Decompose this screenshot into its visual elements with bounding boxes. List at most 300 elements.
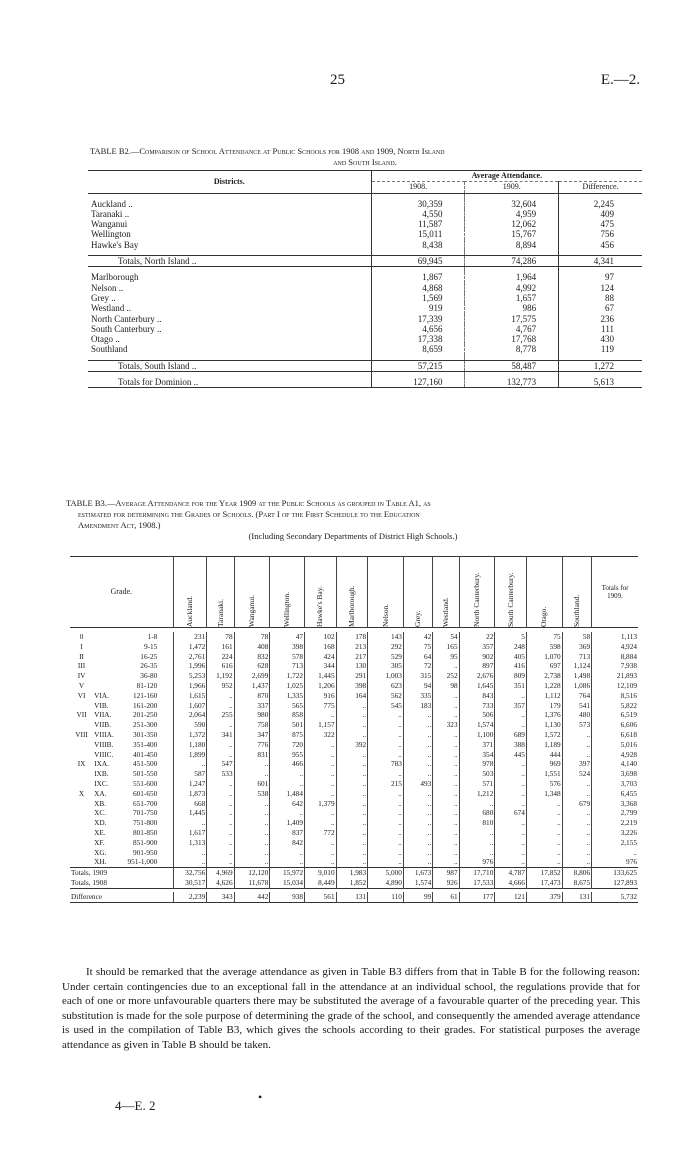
district-value: 213 xyxy=(336,642,368,652)
value-1909: 32,604 xyxy=(465,199,559,209)
district-value: .. xyxy=(368,828,404,838)
district-row xyxy=(88,272,642,282)
summary-value: 17,533 xyxy=(459,878,495,888)
district-value: .. xyxy=(234,848,270,858)
district-value: .. xyxy=(207,799,234,809)
district-value: 1,617 xyxy=(173,828,207,838)
subgrade-label: VIA. xyxy=(94,690,109,700)
grade-label xyxy=(70,818,93,828)
value-1909: 17,575 xyxy=(465,314,559,324)
district-value: 547 xyxy=(207,759,234,769)
attendance-range: 16-25 xyxy=(140,651,158,661)
grade-row xyxy=(70,789,638,799)
subgrade-label: XC. xyxy=(94,808,107,818)
subgrade-label xyxy=(93,661,114,671)
col-district-label: Marlborough. xyxy=(346,585,356,627)
district-value: 371 xyxy=(459,740,495,750)
district-value: 1,996 xyxy=(173,661,207,671)
col-districts: Districts. xyxy=(213,176,245,186)
district-value: 42 xyxy=(403,632,432,642)
range-spacer xyxy=(158,759,173,769)
summary-value: 4,969 xyxy=(207,868,234,878)
district-value: .. xyxy=(207,828,234,838)
district-value: 405 xyxy=(495,652,527,662)
district-value: .. xyxy=(173,857,207,867)
district-row xyxy=(88,240,642,250)
district-value: 2,761 xyxy=(173,652,207,662)
value-1909: 58,487 xyxy=(465,360,559,371)
attendance-range: 651-700 xyxy=(133,798,158,808)
district-value: 571 xyxy=(459,779,495,789)
subgrade-label: XA. xyxy=(94,788,107,798)
subgrade-label: VIIIB. xyxy=(94,739,114,749)
grade-label: IX xyxy=(77,759,86,769)
district-value: .. xyxy=(336,769,368,779)
district-value: 1,379 xyxy=(305,799,337,809)
district-value: .. xyxy=(207,789,234,799)
district-value: 398 xyxy=(336,681,368,691)
district-value: .. xyxy=(234,838,270,848)
district-value: .. xyxy=(433,661,459,671)
value-1909: 4,767 xyxy=(465,324,559,334)
summary-value: 561 xyxy=(305,892,337,902)
district-value: 1,551 xyxy=(526,769,562,779)
attendance-range: 201-250 xyxy=(133,710,158,720)
value-1908: 30,359 xyxy=(371,199,465,209)
summary-value: 131 xyxy=(336,892,368,902)
summary-value: 8,449 xyxy=(305,878,337,888)
col-1909: 1909. xyxy=(465,182,559,193)
summary-value: 379 xyxy=(526,892,562,902)
district-value: .. xyxy=(234,818,270,828)
district-value: 95 xyxy=(433,652,459,662)
col-average-attendance: Average Attendance. xyxy=(371,171,642,182)
district-value: 587 xyxy=(173,769,207,779)
district-value: 720 xyxy=(270,740,305,750)
district-value: .. xyxy=(433,710,459,720)
row-total: 3,703 xyxy=(592,779,638,789)
value-1908: 8,438 xyxy=(371,240,465,250)
district-value: 168 xyxy=(305,642,337,652)
col-district-header xyxy=(305,557,337,628)
value-1909: 17,768 xyxy=(465,334,559,344)
row-total: 1,113 xyxy=(592,632,638,642)
row-total: 976 xyxy=(592,857,638,867)
row-total: 6,455 xyxy=(592,789,638,799)
district-value: .. xyxy=(207,720,234,730)
district-value: 369 xyxy=(562,642,591,652)
district-value: .. xyxy=(495,769,527,779)
attendance-range: 26-35 xyxy=(140,661,158,671)
grade-label xyxy=(70,720,93,730)
grade-row xyxy=(70,759,638,769)
col-district-label: Westland. xyxy=(441,597,451,627)
summary-value: 938 xyxy=(270,892,305,902)
summary-value: 17,473 xyxy=(526,878,562,888)
district-value: 2,738 xyxy=(526,671,562,681)
district-value: .. xyxy=(495,759,527,769)
district-value: 858 xyxy=(270,710,305,720)
district-value: 758 xyxy=(234,720,270,730)
table-b3-caption-line4: (Including Secondary Departments of District High Schools.) xyxy=(248,531,458,541)
col-district-label: Otago. xyxy=(539,606,549,627)
district-value: 75 xyxy=(403,642,432,652)
district-value: 503 xyxy=(459,769,495,779)
district-value: 445 xyxy=(495,750,527,760)
district-value: .. xyxy=(368,818,404,828)
district-value: .. xyxy=(433,691,459,701)
district-value: .. xyxy=(336,710,368,720)
grade-label: IV xyxy=(77,671,86,681)
district-value: .. xyxy=(305,818,337,828)
district-value: 545 xyxy=(368,701,404,711)
district-value: 335 xyxy=(403,691,432,701)
district-value: 775 xyxy=(305,701,337,711)
district-value: 733 xyxy=(459,701,495,711)
grade-label xyxy=(70,750,93,760)
district-value: .. xyxy=(336,838,368,848)
table-b2-caption-line1: TABLE B2.—Comparison of School Attendance at Public Schools for 1908 and 1909, North Island xyxy=(90,146,445,156)
district-value: .. xyxy=(234,808,270,818)
district-value: .. xyxy=(270,779,305,789)
range-spacer xyxy=(158,661,173,671)
district-value: 347 xyxy=(234,730,270,740)
district-value: 642 xyxy=(270,799,305,809)
col-district-header xyxy=(173,557,207,628)
grade-row xyxy=(70,671,638,681)
district-value: 628 xyxy=(234,661,270,671)
grade-row xyxy=(70,642,638,652)
district-value: 831 xyxy=(234,750,270,760)
page-reference: E.—2. xyxy=(600,72,640,88)
district-value: 72 xyxy=(403,661,432,671)
district-value: .. xyxy=(403,730,432,740)
summary-value: 61 xyxy=(433,892,459,902)
district-name: Auckland .. xyxy=(91,198,133,209)
summary-row xyxy=(70,892,638,902)
grade-row xyxy=(70,632,638,642)
district-value: .. xyxy=(562,818,591,828)
district-value: 1,086 xyxy=(562,681,591,691)
range-spacer xyxy=(158,789,173,799)
attendance-range: 501-550 xyxy=(133,769,158,779)
row-total: 21,893 xyxy=(592,671,638,681)
col-grade: Grade. xyxy=(110,587,133,597)
summary-value: 5,000 xyxy=(368,868,404,878)
summary-value: 121 xyxy=(495,892,527,902)
col-district-label: Auckland. xyxy=(185,595,195,627)
table-b2 xyxy=(88,170,642,388)
district-value: 679 xyxy=(562,799,591,809)
district-value: 231 xyxy=(173,632,207,642)
district-value: 832 xyxy=(234,652,270,662)
district-value: 541 xyxy=(562,701,591,711)
row-total: 7,938 xyxy=(592,661,638,671)
range-spacer xyxy=(158,857,173,867)
col-district-header xyxy=(207,557,234,628)
district-row xyxy=(88,314,642,324)
district-value: .. xyxy=(305,750,337,760)
district-value: 1,572 xyxy=(526,730,562,740)
grade-label xyxy=(70,828,93,838)
attendance-range: 401-450 xyxy=(133,749,158,759)
district-value: .. xyxy=(526,808,562,818)
row-total: 2,799 xyxy=(592,808,638,818)
range-spacer xyxy=(158,848,173,858)
value-1909: 74,286 xyxy=(465,256,559,267)
summary-label: Totals, 1908 xyxy=(71,877,107,887)
district-value: 1,206 xyxy=(305,681,337,691)
range-spacer xyxy=(158,779,173,789)
district-value: 668 xyxy=(173,799,207,809)
value-difference: 1,272 xyxy=(559,360,642,371)
range-spacer xyxy=(158,632,173,642)
district-value: .. xyxy=(207,779,234,789)
grade-row xyxy=(70,681,638,691)
district-value: .. xyxy=(433,848,459,858)
district-value: .. xyxy=(336,848,368,858)
subgrade-label: XH. xyxy=(94,857,107,867)
district-value: .. xyxy=(403,759,432,769)
summary-value: 9,010 xyxy=(305,868,337,878)
row-total: 3,226 xyxy=(592,828,638,838)
district-value: .. xyxy=(305,759,337,769)
table-b3-caption-line3: Amendment Act, 1908.) xyxy=(78,520,161,530)
summary-value: 17,852 xyxy=(526,868,562,878)
district-value: 315 xyxy=(403,671,432,681)
subgrade-label xyxy=(93,671,114,681)
summary-value: 30,517 xyxy=(173,878,207,888)
district-value: 397 xyxy=(562,759,591,769)
district-value: 578 xyxy=(270,652,305,662)
district-value: .. xyxy=(305,808,337,818)
grade-row xyxy=(70,730,638,740)
district-value: 291 xyxy=(336,671,368,681)
district-value: 98 xyxy=(433,681,459,691)
district-value: .. xyxy=(433,818,459,828)
district-value: 897 xyxy=(459,661,495,671)
district-value: 1,192 xyxy=(207,671,234,681)
value-1908: 127,160 xyxy=(371,377,465,388)
district-value: 573 xyxy=(562,720,591,730)
district-value: .. xyxy=(459,848,495,858)
attendance-range: 751-800 xyxy=(133,818,158,828)
district-value: 976 xyxy=(459,857,495,867)
district-name: Hawke's Bay xyxy=(91,239,139,250)
district-value: .. xyxy=(433,799,459,809)
subgrade-label: VIIA. xyxy=(94,710,112,720)
district-value: 424 xyxy=(305,652,337,662)
district-row xyxy=(88,199,642,209)
grade-row xyxy=(70,691,638,701)
summary-value: 4,787 xyxy=(495,868,527,878)
district-name: Totals, North Island .. xyxy=(118,256,197,267)
district-value: 2,064 xyxy=(173,710,207,720)
grade-row xyxy=(70,818,638,828)
district-value: .. xyxy=(562,730,591,740)
district-value: 576 xyxy=(526,779,562,789)
district-value: .. xyxy=(305,789,337,799)
district-value: .. xyxy=(207,838,234,848)
value-difference: 88 xyxy=(559,293,642,303)
district-value: .. xyxy=(495,799,527,809)
district-value: 1,437 xyxy=(234,681,270,691)
district-value: .. xyxy=(403,848,432,858)
district-value: 601 xyxy=(234,779,270,789)
value-1908: 11,587 xyxy=(371,219,465,229)
district-value: 689 xyxy=(495,730,527,740)
summary-value: 110 xyxy=(368,892,404,902)
district-value: 398 xyxy=(270,642,305,652)
subgrade-label xyxy=(93,652,114,662)
district-value: .. xyxy=(207,701,234,711)
grade-label xyxy=(70,808,93,818)
district-value: 764 xyxy=(562,691,591,701)
district-value: 776 xyxy=(234,740,270,750)
district-value: 1,409 xyxy=(270,818,305,828)
value-difference: 67 xyxy=(559,303,642,313)
district-value: .. xyxy=(526,857,562,867)
attendance-range: 81-120 xyxy=(136,680,158,690)
district-value: 1,228 xyxy=(526,681,562,691)
district-value: 1,313 xyxy=(173,838,207,848)
value-1909: 1,964 xyxy=(465,272,559,282)
district-value: .. xyxy=(495,789,527,799)
value-1908: 17,339 xyxy=(371,314,465,324)
district-value: 843 xyxy=(459,691,495,701)
district-value: 493 xyxy=(403,779,432,789)
subgrade-label: XB. xyxy=(94,798,107,808)
district-value: 305 xyxy=(368,661,404,671)
col-totals: Totals for 1909. xyxy=(592,557,638,628)
col-district-header xyxy=(562,557,591,628)
district-value: 292 xyxy=(368,642,404,652)
range-spacer xyxy=(158,691,173,701)
district-value: 102 xyxy=(305,632,337,642)
value-1908: 4,868 xyxy=(371,283,465,293)
district-value: 248 xyxy=(495,642,527,652)
district-value: 416 xyxy=(495,661,527,671)
summary-value: 4,890 xyxy=(368,878,404,888)
district-value: .. xyxy=(459,799,495,809)
district-value: .. xyxy=(207,808,234,818)
value-1909: 12,062 xyxy=(465,219,559,229)
subgrade-label xyxy=(93,681,114,691)
district-value: .. xyxy=(433,769,459,779)
attendance-range: 121-160 xyxy=(133,690,158,700)
district-value: 22 xyxy=(459,632,495,642)
district-value: .. xyxy=(403,720,432,730)
district-value: 392 xyxy=(336,740,368,750)
row-total: 4,140 xyxy=(592,759,638,769)
district-value: .. xyxy=(368,799,404,809)
district-value: 674 xyxy=(495,808,527,818)
district-value: .. xyxy=(234,769,270,779)
district-value: .. xyxy=(336,750,368,760)
row-total: 6,618 xyxy=(592,730,638,740)
subgrade-label: XD. xyxy=(94,818,107,828)
col-1908: 1908. xyxy=(371,182,465,193)
district-value: .. xyxy=(305,857,337,867)
district-value: .. xyxy=(433,701,459,711)
district-value: 183 xyxy=(403,701,432,711)
attendance-range: 161-200 xyxy=(133,700,158,710)
grade-label xyxy=(70,779,93,789)
district-value: 444 xyxy=(526,750,562,760)
district-value: .. xyxy=(270,848,305,858)
row-total: 5,822 xyxy=(592,701,638,711)
attendance-range: 801-850 xyxy=(133,827,158,837)
district-value: 1,070 xyxy=(526,652,562,662)
table-b2-caption xyxy=(90,146,640,168)
district-value: 1,348 xyxy=(526,789,562,799)
range-spacer xyxy=(158,671,173,681)
attendance-range: 36-80 xyxy=(140,671,158,681)
district-row xyxy=(88,344,642,354)
district-value: .. xyxy=(403,818,432,828)
grade-row xyxy=(70,652,638,662)
col-district-header xyxy=(270,557,305,628)
district-value: .. xyxy=(368,750,404,760)
district-value: 58 xyxy=(562,632,591,642)
summary-value: 1,673 xyxy=(403,868,432,878)
district-row xyxy=(88,283,642,293)
district-row xyxy=(88,303,642,313)
district-value: 1,025 xyxy=(270,681,305,691)
district-name: Nelson .. xyxy=(91,282,124,293)
district-value: .. xyxy=(433,730,459,740)
district-name: Otago .. xyxy=(91,334,120,345)
grade-label xyxy=(70,857,93,867)
district-value: 809 xyxy=(495,671,527,681)
total-row xyxy=(88,377,642,388)
summary-value: 17,710 xyxy=(459,868,495,878)
value-difference: 124 xyxy=(559,283,642,293)
district-value: 1,445 xyxy=(173,808,207,818)
district-value: .. xyxy=(368,848,404,858)
grade-label: II xyxy=(79,651,84,661)
grade-row xyxy=(70,701,638,711)
grade-row xyxy=(70,661,638,671)
district-value: .. xyxy=(433,759,459,769)
district-value: .. xyxy=(173,848,207,858)
attendance-range: 251-300 xyxy=(133,720,158,730)
district-value: .. xyxy=(336,759,368,769)
summary-row xyxy=(70,878,638,888)
district-value: .. xyxy=(305,769,337,779)
district-value: .. xyxy=(368,808,404,818)
district-value: .. xyxy=(562,779,591,789)
district-value: 1,445 xyxy=(305,671,337,681)
subgrade-label: IXA. xyxy=(94,759,109,769)
district-value: .. xyxy=(526,838,562,848)
value-difference: 409 xyxy=(559,209,642,219)
district-value: 772 xyxy=(305,828,337,838)
district-value: 1,100 xyxy=(459,730,495,740)
district-value: .. xyxy=(495,838,527,848)
row-total: 2,219 xyxy=(592,818,638,828)
row-total: 3,698 xyxy=(592,769,638,779)
district-value: 130 xyxy=(336,661,368,671)
row-total: .. xyxy=(592,848,638,858)
total-row xyxy=(88,256,642,267)
range-spacer xyxy=(158,701,173,711)
attendance-range: 951-1,000 xyxy=(127,857,158,867)
district-value: .. xyxy=(207,857,234,867)
district-value: .. xyxy=(562,808,591,818)
district-value: .. xyxy=(368,710,404,720)
value-1909: 132,773 xyxy=(465,377,559,388)
